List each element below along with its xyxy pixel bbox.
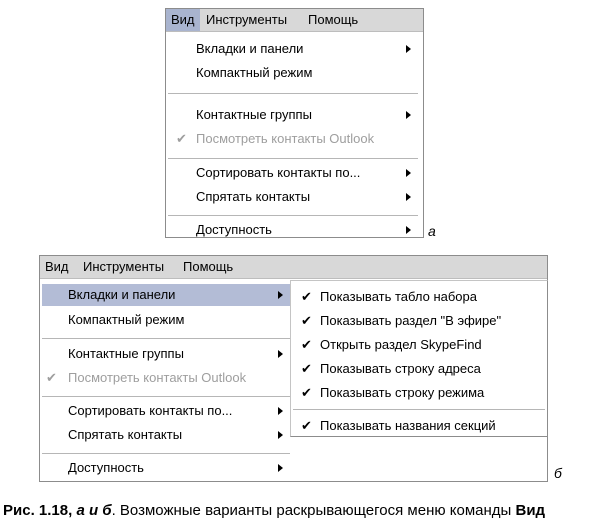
menu-item-view-outlook-contacts: ✔ Посмотреть контакты Outlook xyxy=(40,367,292,389)
menu-item-availability[interactable]: Доступность xyxy=(40,457,292,479)
menu-item-tabs-panels[interactable]: Вкладки и панели xyxy=(166,38,420,60)
submenu-arrow-icon xyxy=(278,407,283,415)
view-menu-a xyxy=(166,34,420,237)
menu-tools[interactable]: Инструменты xyxy=(83,259,165,274)
menu-item-contact-groups[interactable]: Контактные группы xyxy=(166,104,420,126)
submenu-arrow-icon xyxy=(406,169,411,177)
checkmark-icon: ✔ xyxy=(176,131,187,146)
caption-middle: . Возможные варианты раскрывающегося меню команды xyxy=(111,502,516,519)
view-menu-b xyxy=(40,279,292,481)
submenu-item-show-address-bar[interactable]: ✔ Показывать строку адреса xyxy=(291,358,547,380)
submenu-item-show-section-names[interactable]: ✔ Показывать названия секций xyxy=(291,415,547,437)
menu-item-compact-mode[interactable]: Компактный режим xyxy=(196,65,313,80)
submenu-item-open-skypefind[interactable]: ✔ Открыть раздел SkypeFind xyxy=(291,334,547,356)
menu-separator xyxy=(293,409,545,410)
menu-separator xyxy=(42,453,290,454)
checkmark-icon: ✔ xyxy=(301,361,312,376)
label-b: б xyxy=(554,465,562,481)
checkmark-icon: ✔ xyxy=(301,289,312,304)
checkmark-icon: ✔ xyxy=(301,313,312,328)
menu-item-compact-mode[interactable]: Компактный режим xyxy=(68,312,185,327)
submenu-arrow-icon xyxy=(278,431,283,439)
menu-item-sort-contacts[interactable]: Сортировать контакты по... xyxy=(40,400,292,422)
menubar-a xyxy=(166,9,423,32)
menu-separator xyxy=(168,215,418,216)
menu-separator xyxy=(168,93,418,94)
submenu-item-show-live[interactable]: ✔ Показывать раздел "В эфире" xyxy=(291,310,547,332)
submenu-arrow-icon xyxy=(278,291,283,299)
menu-item-hide-contacts[interactable]: Спрятать контакты xyxy=(40,424,292,446)
submenu-arrow-icon xyxy=(406,111,411,119)
checkmark-icon: ✔ xyxy=(301,385,312,400)
tabs-panels-submenu xyxy=(290,280,548,437)
screenshot-a-frame xyxy=(165,8,424,238)
caption-command: Вид xyxy=(515,502,546,519)
menu-tools[interactable]: Инструменты xyxy=(206,12,288,27)
submenu-arrow-icon xyxy=(406,45,411,53)
menu-separator xyxy=(42,396,290,397)
submenu-item-show-dialpad[interactable]: ✔ Показывать табло набора xyxy=(291,286,547,308)
submenu-arrow-icon xyxy=(278,350,283,358)
submenu-arrow-icon xyxy=(278,464,283,472)
menu-item-availability[interactable]: Доступность xyxy=(166,219,420,241)
menu-separator xyxy=(168,158,418,159)
menu-item-tabs-panels[interactable]: Вкладки и панели xyxy=(42,284,290,306)
caption-parts: а и б xyxy=(76,502,112,519)
menu-help[interactable]: Помощь xyxy=(308,12,359,27)
menu-help[interactable]: Помощь xyxy=(183,259,234,274)
label-a: а xyxy=(428,223,436,239)
menu-item-sort-contacts[interactable]: Сортировать контакты по... xyxy=(166,162,420,184)
checkmark-icon: ✔ xyxy=(301,418,312,433)
menubar-b xyxy=(40,256,547,279)
menu-item-view-outlook-contacts: ✔ Посмотреть контакты Outlook xyxy=(166,128,420,150)
menu-view[interactable]: Вид xyxy=(45,259,69,274)
figure-caption xyxy=(3,502,545,519)
checkmark-icon: ✔ xyxy=(301,337,312,352)
checkmark-icon: ✔ xyxy=(46,370,57,385)
submenu-arrow-icon xyxy=(406,226,411,234)
menu-item-contact-groups[interactable]: Контактные группы xyxy=(40,343,292,365)
submenu-arrow-icon xyxy=(406,193,411,201)
menu-item-hide-contacts[interactable]: Спрятать контакты xyxy=(166,186,420,208)
submenu-item-show-mode-bar[interactable]: ✔ Показывать строку режима xyxy=(291,382,547,404)
menu-view[interactable]: Вид xyxy=(166,9,200,31)
caption-prefix: Рис. 1.18, xyxy=(3,502,77,519)
menu-separator xyxy=(42,338,290,339)
